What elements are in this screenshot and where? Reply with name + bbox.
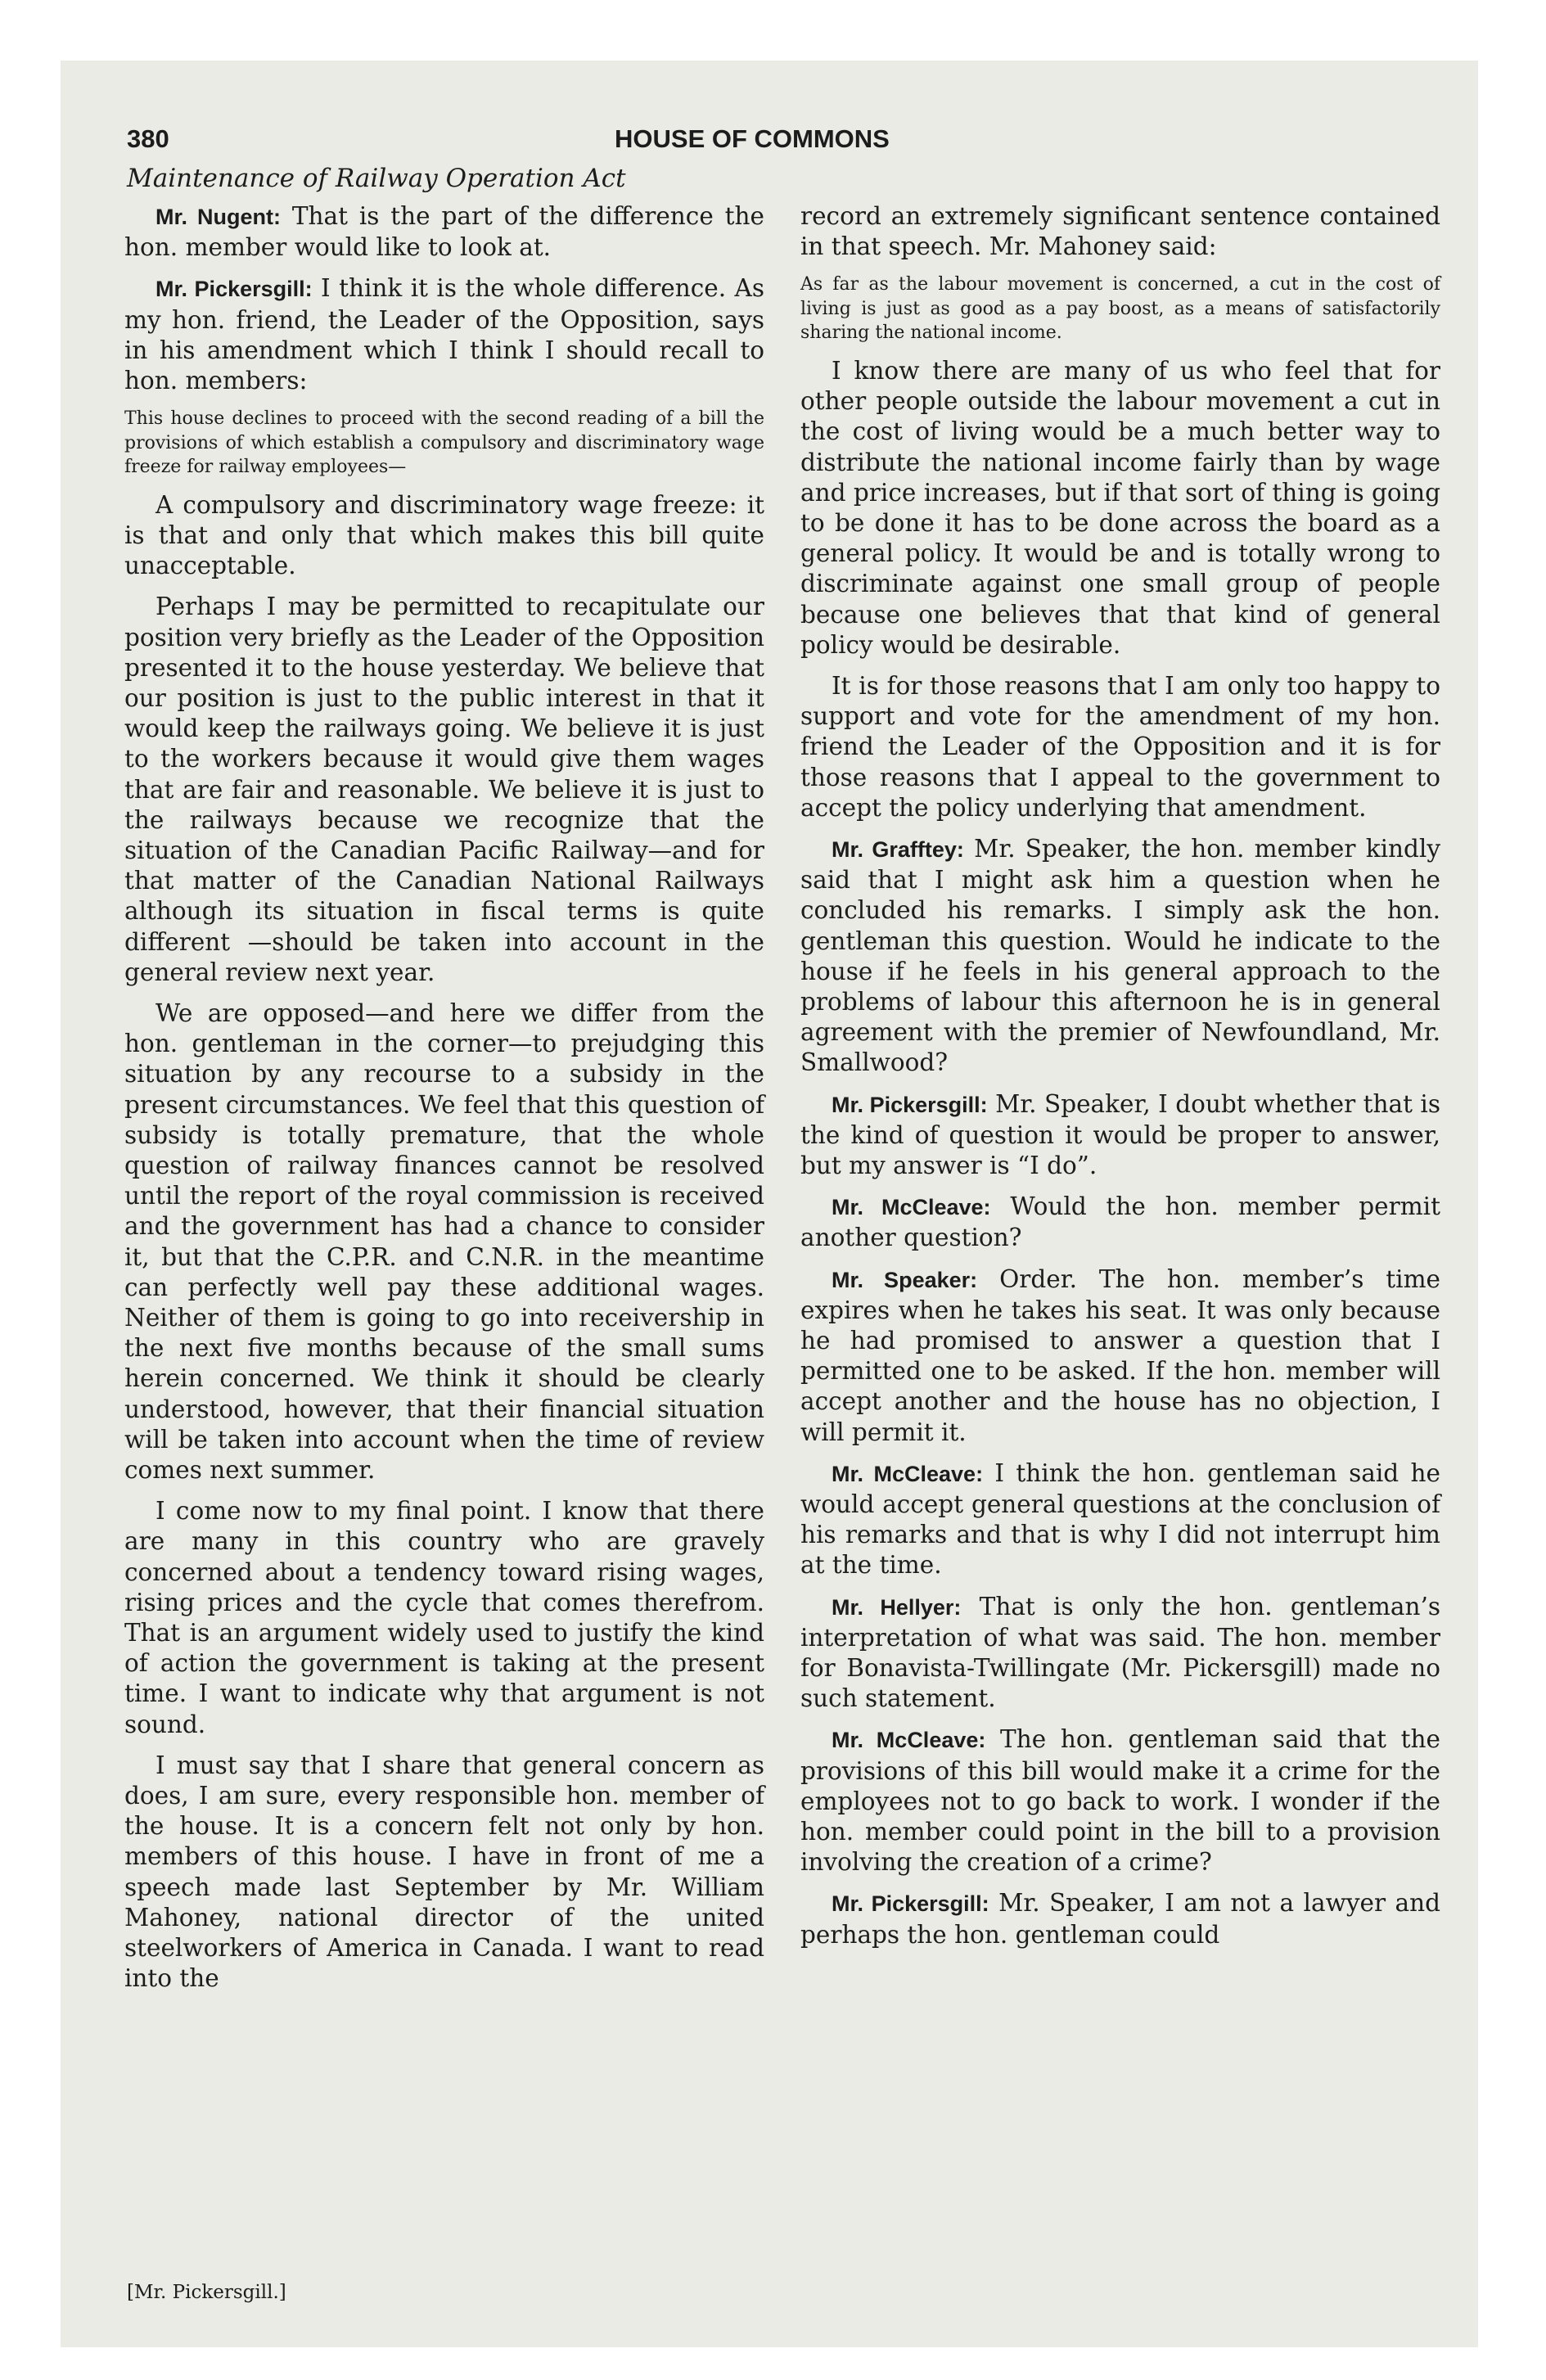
footer-credit: [Mr. Pickersgill.]: [127, 2282, 286, 2303]
body-paragraph: We are opposed—and here we differ from the hon. gentleman in the corner—to prejudging this situation by any recourse to a subsidy in the present circumstances. We feel that this question of subsidy is totally premature, that the whole question of railway finances cannot be resolved until the report of the royal commission is received and the government has had a chance to consider it, but that the C.P.R. and C.N.R. in the meantime can perfectly well pay these additional wages. Neither of them is going to go into receivership in the next five months because of the small sums herein concerned. We think it should be clearly understood, however, that their financial situation will be taken into account when the time of review comes next summer.: [124, 998, 764, 1485]
section-title: Maintenance of Railway Operation Act: [127, 164, 626, 193]
speech-text: Would the hon. member permit another question?: [800, 1192, 1440, 1252]
speech-paragraph: [800, 1458, 1440, 1581]
left-column: [124, 201, 764, 2004]
body-paragraph: I come now to my final point. I know that there are many in this country who are gravely concerned about a tendency toward rising wages, rising prices and the cycle that comes therefrom. That is an argument widely used to justify the kind of action the government is taking at the present time. I want to indicate why that argument is not sound.: [124, 1497, 764, 1738]
speech-paragraph: [800, 1264, 1440, 1448]
speech-text: Mr. Speaker, the hon. member kindly said that I might ask him a question when he concluded his remarks. I simply ask the hon. gentleman this question. Would he indicate to the house if he feels in his general approach to the problems of labour this afternoon he is in general agreement with the premier of Newfoundland, Mr. Smallwood?: [800, 834, 1440, 1077]
speaker-name: Mr. McCleave:: [832, 1195, 991, 1220]
speech-text: Mr. Speaker, I am not a lawyer and perhaps the hon. gentleman could: [800, 1889, 1440, 1949]
body-paragraph: A compulsory and discriminatory wage freeze: it is that and only that which makes this bill quite unacceptable.: [124, 490, 764, 580]
speaker-name: Mr. Nugent:: [156, 205, 281, 229]
speech-paragraph: [800, 834, 1440, 1079]
speech-paragraph: [800, 1089, 1440, 1182]
speech-paragraph: [124, 201, 764, 263]
speech-text: That is only the hon. gentleman’s interpretation of what was said. The hon. member for Bonavista-Twillingate (Mr. Pickersgill) made no such statement.: [800, 1592, 1440, 1713]
speaker-name: Mr. Pickersgill:: [156, 277, 313, 302]
speech-paragraph: [124, 273, 764, 396]
block-quote: This house declines to proceed with the second reading of a bill the provisions of which establish a compulsory and discriminatory wage freeze for railway employees—: [124, 408, 764, 478]
speech-text: Mr. Speaker, I doubt whether that is the kind of question it would be proper to answer, but my answer is “I do”.: [800, 1089, 1440, 1179]
speaker-name: Mr. McCleave:: [832, 1461, 984, 1486]
speaker-name: Mr. Grafftey:: [832, 836, 964, 862]
right-column: [800, 201, 1440, 1961]
speaker-name: Mr. Hellyer:: [832, 1594, 962, 1620]
speech-paragraph: [800, 1724, 1440, 1877]
speech-text: Order. The hon. member’s time expires when he takes his seat. It was only because he had promised to answer a question that I permitted one to be asked. If the hon. member will accept another and the house has no objection, I will permit it.: [800, 1264, 1441, 1446]
speaker-name: Mr. Pickersgill:: [832, 1891, 989, 1917]
speech-paragraph: [800, 1592, 1440, 1715]
page-number: 380: [127, 124, 169, 153]
block-quote: As far as the labour movement is concerned, a cut in the cost of living is just as good as a pay boost, as a means of satisfactorily sharing the national income.: [800, 274, 1440, 344]
speaker-name: Mr. Speaker:: [832, 1267, 978, 1292]
speech-text: I think the hon. gentleman said he would accept general questions at the conclusion of his remarks and that is why I did not interrupt him at the time.: [800, 1458, 1440, 1580]
body-paragraph: I know there are many of us who feel that for other people outside the labour movement a cut in the cost of living would be a much better way to distribute the national income fairly than by wage and price increases, but if that sort of thing is going to be done it has to be done across the board as a general policy. It would be and is totally wrong to discriminate against one small group of people because one believes that that kind of general policy would be desirable.: [800, 356, 1440, 659]
speech-text: I think it is the whole difference. As my hon. friend, the Leader of the Opposition, says in his amendment which I think I should recall to hon. members:: [124, 274, 764, 395]
speech-paragraph: [800, 1192, 1440, 1253]
page-header: [127, 124, 945, 165]
body-paragraph: Perhaps I may be permitted to recapitulate our position very briefly as the Leader of the Opposition presented it to the house yesterday. We believe that our position is just to the public interest in that it would keep the railways going. We believe it is just to the workers because it would give them wages that are fair and reasonable. We believe it is just to the railways because we recognize that the situation of the Canadian Pacific Railway—and for that matter of the Canadian National Railways although its situation in fiscal terms is quite different —should be taken into account in the general review next year.: [124, 593, 764, 986]
speech-paragraph: [800, 1888, 1440, 1950]
speaker-name: Mr. McCleave:: [832, 1728, 986, 1753]
speech-text: The hon. gentleman said that the provisions of this bill would make it a crime for the employees not to go back to work. I wonder if the hon. member could point in the bill to a provision involving the creation of a crime?: [800, 1725, 1440, 1877]
running-title: HOUSE OF COMMONS: [615, 124, 890, 153]
body-paragraph: record an extremely significant sentence contained in that speech. Mr. Mahoney said:: [800, 202, 1440, 261]
body-paragraph: It is for those reasons that I am only too happy to support and vote for the amendment of my hon. friend the Leader of the Opposition and it is for those reasons that I appeal to the government to accept the policy underlying that amendment.: [800, 671, 1440, 822]
body-paragraph: I must say that I share that general concern as does, I am sure, every responsible hon. member of the house. It is a concern felt not only by hon. members of this house. I have in front of me a speech made last September by Mr. William Mahoney, national director of the united steelworkers of America in Canada. I want to read into the: [124, 1751, 764, 1993]
speech-text: That is the part of the difference the hon. member would like to look at.: [124, 202, 764, 262]
speaker-name: Mr. Pickersgill:: [832, 1092, 988, 1117]
